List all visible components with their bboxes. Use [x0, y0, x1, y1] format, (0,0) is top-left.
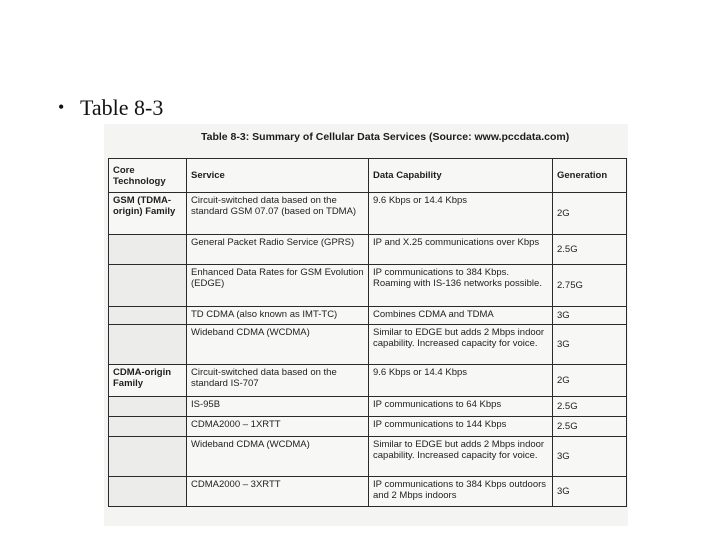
table-row [109, 307, 627, 325]
table-row [109, 325, 627, 365]
service-cell: CDMA2000 – 3XRTT [187, 477, 369, 507]
cellular-data-services-table [108, 158, 627, 507]
core-technology-cell [109, 417, 187, 437]
service-cell: TD CDMA (also known as IMT-TC) [187, 307, 369, 325]
table-row [109, 365, 627, 397]
header-generation: Generation [553, 159, 627, 193]
header-service: Service [187, 159, 369, 193]
service-cell: Circuit-switched data based on the standard GSM 07.07 (based on TDMA) [187, 193, 369, 235]
core-technology-cell [109, 265, 187, 307]
capability-cell: IP communications to 144 Kbps [369, 417, 553, 437]
table-row [109, 235, 627, 265]
service-cell: Circuit-switched data based on the standard IS-707 [187, 365, 369, 397]
header-data-capability: Data Capability [369, 159, 553, 193]
generation-cell: 2G [553, 193, 627, 235]
capability-cell: IP and X.25 communications over Kbps [369, 235, 553, 265]
service-cell: CDMA2000 – 1XRTT [187, 417, 369, 437]
table-row [109, 477, 627, 507]
table-row [109, 437, 627, 477]
core-technology-cell [109, 235, 187, 265]
service-cell: Wideband CDMA (WCDMA) [187, 325, 369, 365]
table-title: Table 8-3: Summary of Cellular Data Services (Source: www.pccdata.com) [201, 131, 570, 143]
generation-cell: 2.5G [553, 397, 627, 417]
generation-cell: 2.5G [553, 235, 627, 265]
generation-cell: 3G [553, 437, 627, 477]
capability-cell: Similar to EDGE but adds 2 Mbps indoor capability. Increased capacity for voice. [369, 437, 553, 477]
capability-cell: 9.6 Kbps or 14.4 Kbps [369, 365, 553, 397]
generation-cell: 3G [553, 477, 627, 507]
table-row [109, 417, 627, 437]
table-row [109, 397, 627, 417]
core-technology-cell [109, 477, 187, 507]
core-technology-cell [109, 325, 187, 365]
generation-cell: 3G [553, 325, 627, 365]
header-core-technology: Core Technology [109, 159, 187, 193]
capability-cell: IP communications to 64 Kbps [369, 397, 553, 417]
generation-cell: 3G [553, 307, 627, 325]
core-technology-cell: GSM (TDMA-origin) Family [109, 193, 187, 235]
core-technology-cell [109, 307, 187, 325]
capability-cell: Similar to EDGE but adds 2 Mbps indoor capability. Increased capacity for voice. [369, 325, 553, 365]
generation-cell: 2.5G [553, 417, 627, 437]
capability-cell: 9.6 Kbps or 14.4 Kbps [369, 193, 553, 235]
slide-bullet [58, 95, 163, 121]
capability-cell: IP communications to 384 Kbps. Roaming with IS-136 networks possible. [369, 265, 553, 307]
table-row [109, 193, 627, 235]
service-cell: IS-95B [187, 397, 369, 417]
capability-cell: IP communications to 384 Kbps outdoors and 2 Mbps indoors [369, 477, 553, 507]
table-header-row [109, 159, 627, 193]
generation-cell: 2G [553, 365, 627, 397]
core-technology-cell: CDMA-origin Family [109, 365, 187, 397]
service-cell: General Packet Radio Service (GPRS) [187, 235, 369, 265]
slide-bullet-text: Table 8-3 [80, 95, 164, 120]
core-technology-cell [109, 437, 187, 477]
service-cell: Enhanced Data Rates for GSM Evolution (EDGE) [187, 265, 369, 307]
bullet-dot: • [58, 97, 65, 117]
capability-cell: Combines CDMA and TDMA [369, 307, 553, 325]
table-row [109, 265, 627, 307]
service-cell: Wideband CDMA (WCDMA) [187, 437, 369, 477]
core-technology-cell [109, 397, 187, 417]
generation-cell: 2.75G [553, 265, 627, 307]
